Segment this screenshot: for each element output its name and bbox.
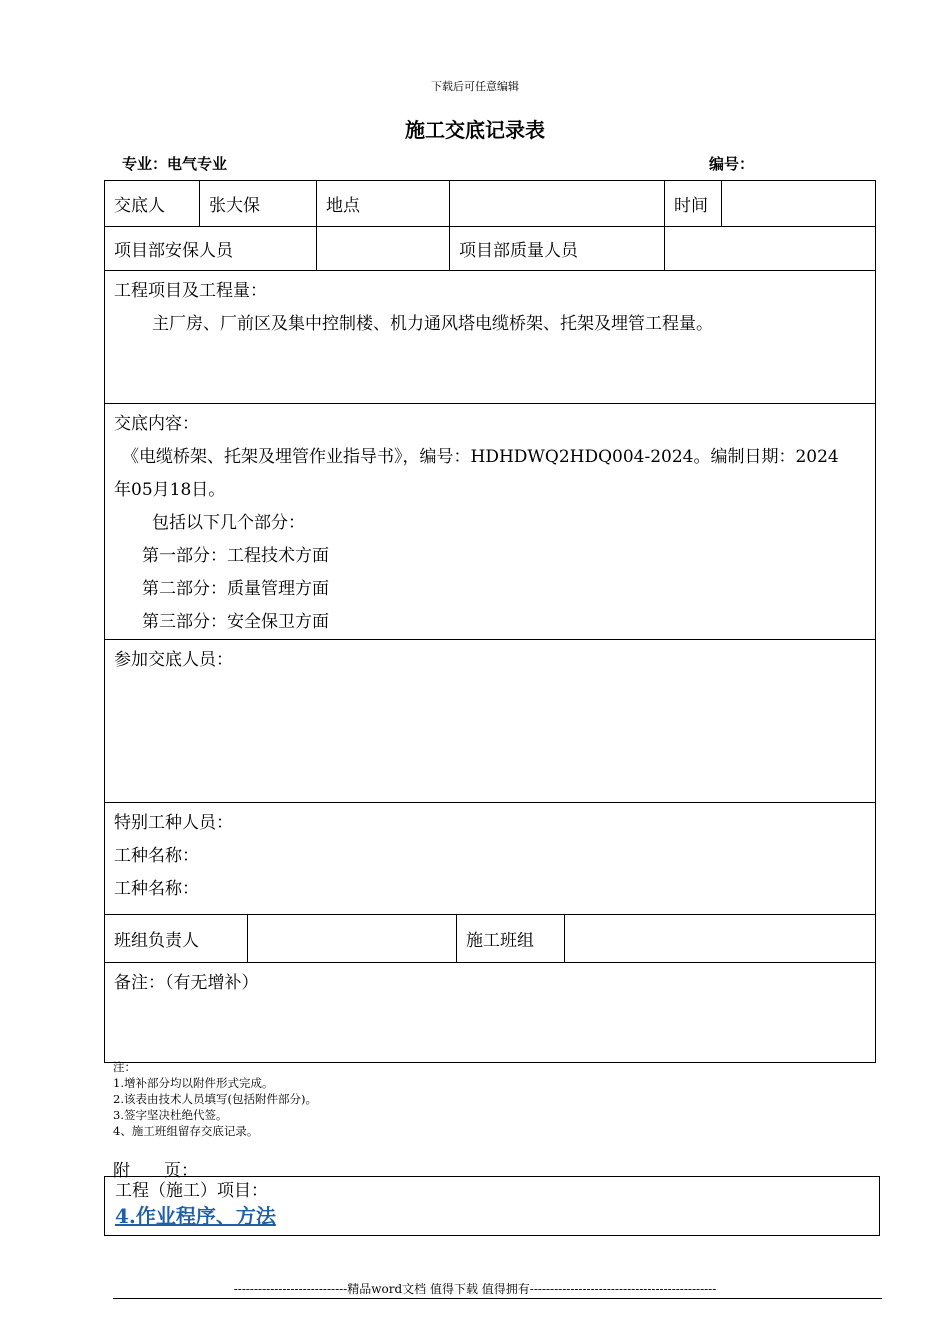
appendix-box[interactable] bbox=[104, 1176, 880, 1236]
presenter-label: 交底人 bbox=[105, 181, 200, 227]
note-item: 2.该表由技术人员填写(包括附件部分)。 bbox=[113, 1092, 317, 1106]
project-cell[interactable] bbox=[105, 271, 876, 404]
content-line-2: 年05月18日。 bbox=[114, 480, 226, 500]
quality-staff-label: 项目部质量人员 bbox=[450, 227, 665, 271]
row-project bbox=[105, 271, 876, 404]
content-cell[interactable] bbox=[105, 404, 876, 640]
page-title: 施工交底记录表 bbox=[405, 118, 545, 142]
row-remarks bbox=[105, 963, 876, 1063]
special-label: 特别工种人员： bbox=[114, 813, 233, 833]
content-line-3: 包括以下几个部分： bbox=[152, 513, 305, 533]
team-leader-label: 班组负责人 bbox=[105, 915, 248, 963]
participants-cell[interactable] bbox=[105, 640, 876, 803]
safety-staff-label: 项目部安保人员 bbox=[105, 227, 317, 271]
footer-text: ----------------------------精品word文档 值得下载 值得拥有---------------------------------------------- bbox=[233, 1282, 717, 1296]
project-text: 主厂房、厂前区及集中控制楼、机力通风塔电缆桥架、托架及埋管工程量。 bbox=[152, 314, 713, 334]
safety-staff-value[interactable] bbox=[317, 227, 450, 271]
remarks-cell[interactable] bbox=[105, 963, 876, 1063]
notes bbox=[113, 1059, 317, 1139]
presenter-value[interactable]: 张大保 bbox=[200, 181, 317, 227]
location-label: 地点 bbox=[317, 181, 450, 227]
top-note: 下载后可任意编辑 bbox=[431, 80, 519, 93]
number-label: 编号： bbox=[709, 155, 755, 173]
project-label: 工程项目及工程量： bbox=[114, 281, 267, 301]
quality-staff-value[interactable] bbox=[665, 227, 876, 271]
job-name-1: 工种名称： bbox=[114, 846, 199, 866]
note-item: 4、施工班组留存交底记录。 bbox=[113, 1124, 259, 1138]
content-part-2: 第二部分：质量管理方面 bbox=[142, 579, 329, 599]
special-cell[interactable] bbox=[105, 803, 876, 915]
row-special bbox=[105, 803, 876, 915]
appendix-project-label: 工程（施工）项目： bbox=[115, 1181, 268, 1201]
row-presenter bbox=[105, 181, 876, 227]
appendix-label: 附 页： bbox=[113, 1161, 198, 1181]
appendix-section-link[interactable]: 4.作业程序、方法 bbox=[115, 1204, 276, 1228]
content-label: 交底内容： bbox=[114, 414, 199, 434]
specialty-label: 专业：电气专业 bbox=[122, 155, 228, 173]
row-team bbox=[105, 915, 876, 963]
note-item: 3.签字坚决杜绝代签。 bbox=[113, 1108, 228, 1122]
record-table bbox=[104, 180, 876, 1063]
team-label: 施工班组 bbox=[457, 915, 565, 963]
time-value[interactable] bbox=[722, 181, 876, 227]
content-part-3: 第三部分：安全保卫方面 bbox=[142, 612, 329, 632]
notes-title: 注： bbox=[113, 1060, 136, 1074]
content-part-1: 第一部分：工程技术方面 bbox=[142, 546, 329, 566]
footer-rule bbox=[113, 1298, 882, 1299]
row-staff bbox=[105, 227, 876, 271]
content-line-1: 《电缆桥架、托架及埋管作业指导书》，编号：HDHDWQ2HDQ004-2024。编制日期：2024 bbox=[122, 447, 839, 467]
time-label: 时间 bbox=[665, 181, 722, 227]
location-value[interactable] bbox=[450, 181, 665, 227]
participants-label: 参加交底人员： bbox=[114, 650, 233, 670]
row-content bbox=[105, 404, 876, 640]
job-name-2: 工种名称： bbox=[114, 879, 199, 899]
note-item: 1.增补部分均以附件形式完成。 bbox=[113, 1076, 274, 1090]
remarks-label: 备注：（有无增补） bbox=[114, 973, 259, 993]
team-leader-value[interactable] bbox=[248, 915, 457, 963]
team-value[interactable] bbox=[565, 915, 876, 963]
row-participants bbox=[105, 640, 876, 803]
